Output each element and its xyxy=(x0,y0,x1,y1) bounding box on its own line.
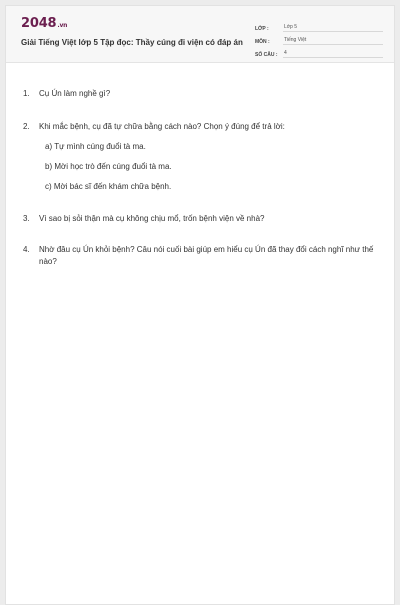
meta-row-count xyxy=(255,45,383,58)
logo-suffix-text: .vn xyxy=(57,22,68,29)
meta-label: SỐ CÂU : xyxy=(255,52,278,58)
answer-option: b) Mời học trò đến cúng đuổi tà ma. xyxy=(45,162,172,171)
meta-value: Tiếng Việt xyxy=(283,37,383,45)
answer-option: c) Mời bác sĩ đến khám chữa bệnh. xyxy=(45,182,172,191)
question-number: 3. xyxy=(23,214,30,223)
question-text: Cụ Ún làm nghề gì? xyxy=(39,89,111,98)
meta-label: MÔN : xyxy=(255,39,270,45)
document-sheet xyxy=(5,5,395,605)
question-item xyxy=(23,88,379,99)
document-meta xyxy=(255,19,383,58)
meta-row-subject xyxy=(255,32,383,45)
question-item xyxy=(23,244,379,268)
question-text: Vì sao bị sỏi thận mà cụ không chịu mổ, trốn bệnh viện về nhà? xyxy=(39,214,265,223)
question-text: Khi mắc bệnh, cụ đã tự chữa bằng cách nào? Chọn ý đúng để trả lời: xyxy=(39,122,285,131)
document-title: Giải Tiếng Việt lớp 5 Tập đọc: Thầy cúng đi viện có đáp án xyxy=(21,38,243,47)
meta-value: Lớp 5 xyxy=(283,24,383,32)
question-number: 1. xyxy=(23,89,30,98)
answer-option: a) Tự mình cúng đuổi tà ma. xyxy=(45,142,146,151)
question-number: 2. xyxy=(23,122,30,131)
site-logo[interactable] xyxy=(21,16,67,31)
question-list xyxy=(23,88,379,268)
question-text: Nhờ đâu cụ Ún khỏi bệnh? Câu nói cuối bài giúp em hiểu cụ Ún đã thay đổi cách nghĩ như thế nào? xyxy=(39,245,374,266)
meta-row-class xyxy=(255,19,383,32)
logo-main-text: 2048 xyxy=(21,16,57,31)
question-number: 4. xyxy=(23,245,30,254)
question-item xyxy=(23,213,379,224)
meta-label: LỚP : xyxy=(255,26,269,32)
question-item xyxy=(23,121,379,132)
document-header xyxy=(6,6,394,63)
meta-value: 4 xyxy=(283,50,383,58)
